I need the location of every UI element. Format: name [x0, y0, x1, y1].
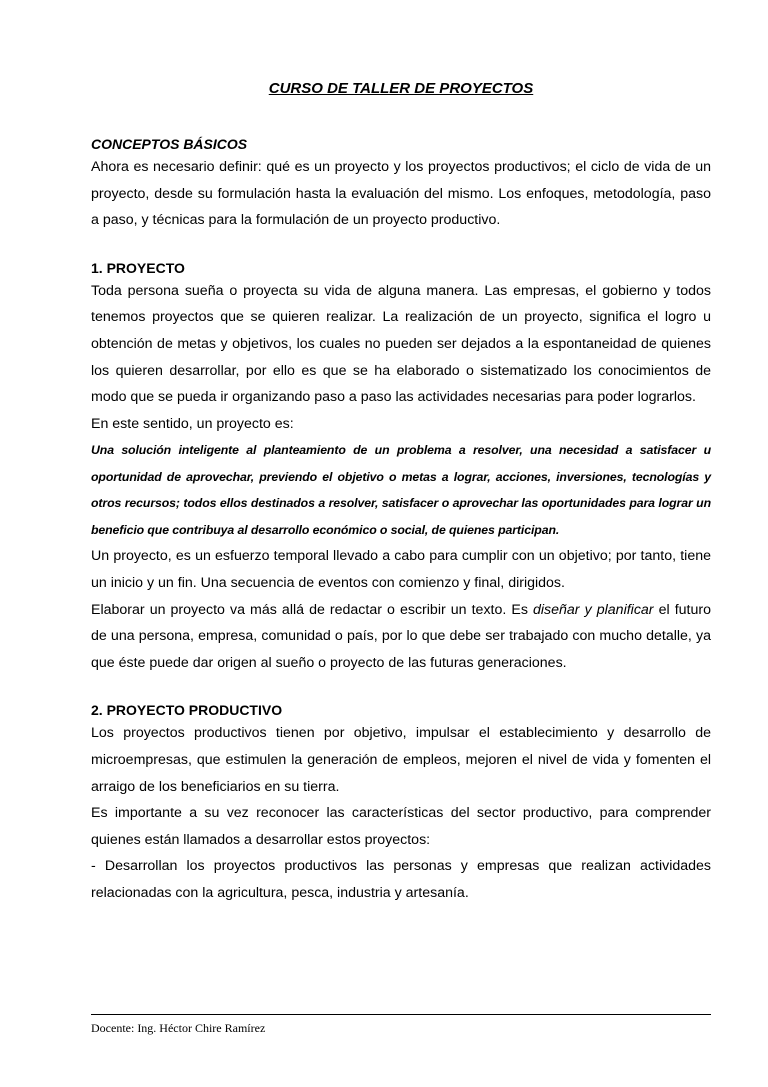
intro-paragraph: Ahora es necesario definir: qué es un proyecto y los proyectos productivos; el ciclo de vida de un proyecto, desde su formulación hasta la evaluación del mismo. Los enfoques, metodología, paso a paso, y técnicas para la formulación de un proyecto productivo.	[91, 159, 711, 229]
spacer	[91, 676, 711, 700]
footer-divider	[91, 1014, 711, 1015]
section-2-bullet-1: - Desarrollan los proyectos productivos las personas y empresas que realizan actividades relacionadas con la agricultura, pesca, industria y artesanía.	[91, 858, 711, 901]
section-2-heading: 2. PROYECTO PRODUCTIVO	[91, 702, 283, 719]
section-1-lead-in: En este sentido, un proyecto es:	[91, 415, 294, 432]
paragraph-3-start: Elaborar un proyecto va más allá de redactar o escribir un texto. Es	[91, 601, 533, 618]
document-title: CURSO DE TALLER DE PROYECTOS	[268, 80, 534, 97]
paragraph-3-end: el futuro de una persona, empresa, comunidad o país, por lo que debe ser trabajado con mucho detalle, ya que éste puede dar origen al sueño o proyecto de las futuras generaciones.	[91, 601, 711, 671]
page-footer: Docente: Ing. Héctor Chire Ramírez	[91, 1021, 266, 1035]
section-1-paragraph-1: Toda persona sueña o proyecta su vida de alguna manera. Las empresas, el gobierno y todos tenemos proyectos que se quieren realizar. La realización de un proyecto, significa el logro u obtención de metas y objetivos, los cuales no pueden ser dejados a la espontaneidad de quienes los quieren desarrollar, por ello es que se ha elaborado o sistematizado los conocimientos de modo que se pueda ir organizando paso a paso las actividades necesarias para poder lograrlos.	[91, 282, 711, 406]
section-1-paragraph-3	[91, 597, 711, 677]
section-2-paragraph-2: Es importante a su vez reconocer las características del sector productivo, para comprender quienes están llamados a desarrollar estos proyectos:	[91, 805, 711, 848]
intro-heading: CONCEPTOS BÁSICOS	[91, 136, 248, 152]
document-body	[91, 76, 711, 906]
section-2-paragraph-1: Los proyectos productivos tienen por objetivo, impulsar el establecimiento y desarrollo de microempresas, que estimulen la generación de empleos, mejoren el nivel de vida y fomenten el arraigo de los beneficiarios en su tierra.	[91, 725, 711, 795]
spacer	[91, 234, 711, 258]
project-definition: Una solución inteligente al planteamiento de un problema a resolver, una necesidad a satisfacer u oportunidad de aprovechar, previendo el objetivo o metas a lograr, acciones, inversiones, tecnologías y otros recursos; todos ellos destinados a resolver, satisfacer o aprovechar las oportunidades para lograr un beneficio que contribuya al desarrollo económico o social, de quienes participan.	[91, 443, 711, 537]
section-1-heading: 1. PROYECTO	[91, 259, 185, 276]
paragraph-3-emphasis: diseñar y planificar	[533, 601, 654, 618]
section-1-paragraph-2: Un proyecto, es un esfuerzo temporal llevado a cabo para cumplir con un objetivo; por tanto, tiene un inicio y un fin. Una secuencia de eventos con comienzo y final, dirigidos.	[91, 548, 711, 591]
